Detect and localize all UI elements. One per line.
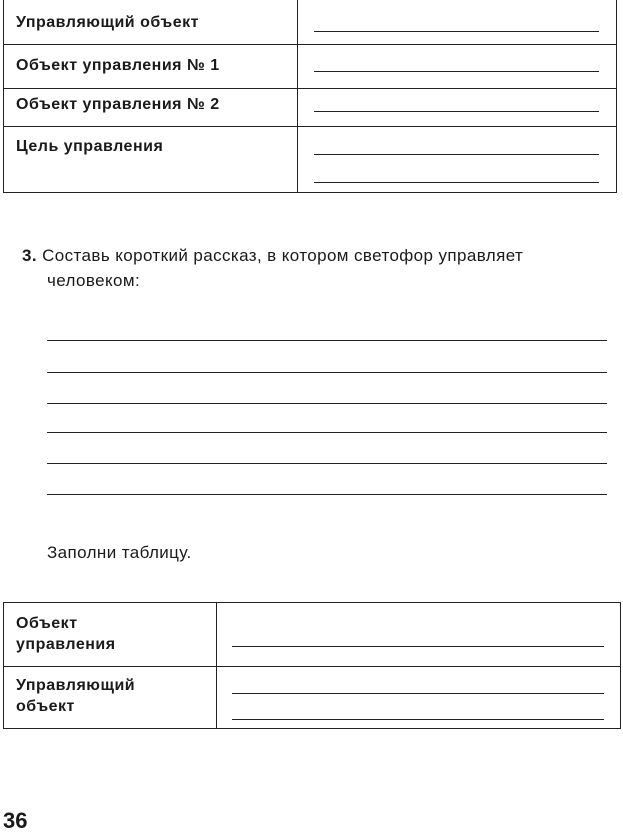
row-label-line2: объект [16, 698, 75, 715]
story-answer-line[interactable] [47, 494, 607, 495]
answer-line[interactable] [232, 693, 604, 694]
row-label-line2: управления [16, 636, 116, 653]
row-label-line1: Объект [16, 615, 78, 632]
answer-line[interactable] [314, 182, 599, 183]
story-answer-line[interactable] [47, 403, 607, 404]
answer-line[interactable] [314, 111, 599, 112]
story-answer-line[interactable] [47, 432, 607, 433]
story-answer-line[interactable] [47, 372, 607, 373]
answer-line[interactable] [232, 646, 604, 647]
answer-line[interactable] [314, 71, 599, 72]
table-row [4, 0, 616, 45]
task-3 [22, 243, 622, 293]
row-label-controlling-object: Управляющий объект [16, 14, 199, 31]
table-row [4, 603, 620, 667]
fill-table-instruction: Заполни таблицу. [47, 543, 192, 562]
task-text-line2: человеком: [47, 271, 141, 290]
story-answer-line[interactable] [47, 463, 607, 464]
answer-line[interactable] [314, 31, 599, 32]
story-answer-line[interactable] [47, 340, 607, 341]
table-row [4, 126, 616, 193]
answer-line[interactable] [232, 719, 604, 720]
task-number: 3. [22, 246, 37, 265]
control-table [3, 0, 617, 193]
row-label-control-object-2: Объект управления № 2 [16, 96, 220, 113]
row-label-control-goal: Цель управления [16, 138, 164, 155]
table-row [4, 44, 616, 89]
task-text-line1: Составь короткий рассказ, в котором светофор управляет [42, 246, 524, 265]
fill-table [3, 602, 621, 729]
table-row [4, 666, 620, 728]
answer-line[interactable] [314, 154, 599, 155]
table-row [4, 88, 616, 127]
page-number: 36 [3, 808, 28, 833]
row-label-control-object-1: Объект управления № 1 [16, 57, 220, 74]
row-label-line1: Управляющий [16, 677, 136, 694]
